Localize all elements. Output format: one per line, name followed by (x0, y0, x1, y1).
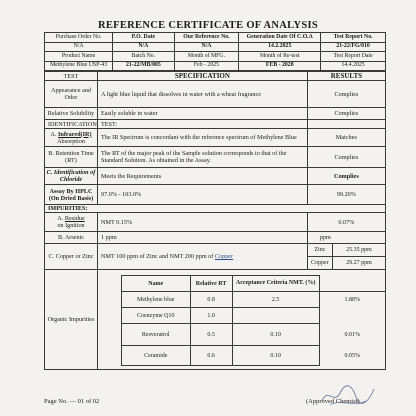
column-header-row (45, 72, 386, 81)
zinc-label: Zinc (308, 244, 333, 257)
test-name: Organic Impurities (45, 270, 98, 370)
impurity-result (319, 308, 385, 324)
row-assay (45, 185, 386, 205)
page-number: Page No. — 01 of 02 (44, 398, 100, 405)
header-row-labels-1 (45, 33, 386, 43)
header-cell: N/A (113, 42, 174, 52)
spec-text: The RT of the major peak of the Sample solution corresponds to that of the Standard Solution. As obtained in the Assay. (98, 147, 308, 168)
spec-text: 97.0% - 103.0% (98, 185, 308, 205)
test-name: B. Arsenic (45, 232, 98, 244)
header-cell: N/A (45, 42, 113, 52)
header-cell: 21-22/MB/005 (113, 61, 174, 71)
header-row-values-1 (45, 42, 386, 52)
result-value: Complies (307, 108, 385, 120)
header-cell: 21-22/FG/010 (321, 42, 386, 52)
spec-text: NMT 0.15% (98, 213, 308, 232)
col-results: RESULTS (307, 72, 385, 81)
impurity-col-name: Name (122, 276, 191, 292)
approved-chemist: (Approved Chemist) (306, 398, 360, 405)
header-cell: Month of MFG. (174, 52, 239, 62)
header-cell: Batch No. (113, 52, 174, 62)
spec-text: 1 ppm (98, 232, 308, 244)
header-cell: Generation Date Of C.O.A (239, 33, 321, 43)
zinc-row (308, 244, 385, 257)
spec-text-main: NMT 100 ppm of Zinc and NMT 200 ppm of (101, 253, 214, 260)
header-cell: Test Report Date (321, 52, 386, 62)
row-ir (45, 129, 386, 147)
test-name (45, 213, 98, 232)
col-spec: SPECIFICATION (98, 72, 308, 81)
result-value: Complies (307, 147, 385, 168)
test-name: B. Retention Time (RT) (45, 147, 98, 168)
row-retention-time (45, 147, 386, 168)
header-cell: FEB - 2028 (239, 61, 321, 71)
test-subtitle: on Ignition (57, 222, 85, 229)
impurity-rrt: 0.6 (190, 346, 232, 366)
test-subtitle: Absorption (57, 137, 85, 145)
header-cell: N/A (174, 42, 239, 52)
impurity-name: Methylene blue (122, 292, 191, 308)
section-label: IMPURITIES: (45, 205, 386, 213)
result-value: ppm (307, 232, 385, 244)
impurity-result: 1.88% (344, 296, 361, 303)
row-residue (45, 213, 386, 232)
impurity-acceptance (232, 308, 319, 324)
row-solubility (45, 108, 386, 120)
impurity-col-acceptance: Acceptance Criteria NMT. (%) (232, 276, 319, 292)
spec-text: The IR Spectrum is concordant with the reference spectrum of Methylene Blue (98, 129, 308, 147)
header-cell: P.O. Date (113, 33, 174, 43)
test-title: Residue (64, 215, 85, 222)
header-row-values-2 (45, 61, 386, 71)
results-table (44, 71, 386, 370)
header-cell: Feb - 2025 (174, 61, 239, 71)
test-name: C. Identification of Chloride (45, 168, 98, 185)
row-chloride (45, 168, 386, 185)
header-row-labels-2 (45, 52, 386, 62)
result-value: 99.20% (307, 185, 385, 205)
header-cell: Product Name (45, 52, 113, 62)
row-organic-impurities (45, 270, 386, 370)
impurity-table (121, 275, 385, 366)
header-cell: Our Reference No. (174, 33, 239, 43)
test-prefix: A. (57, 215, 64, 222)
spec-text-copper: Copper (214, 253, 234, 260)
result-value: Matches (307, 129, 385, 147)
result-value: Complies (307, 81, 385, 108)
impurity-col-rrt: Relative RT (190, 276, 232, 292)
copper-zinc-results (307, 244, 385, 270)
col-test: TEST (45, 72, 98, 81)
test-name: Assay By HPLC (On Dried Basis) (45, 185, 98, 205)
empty-cell (307, 120, 385, 129)
copper-zinc-subtable (308, 244, 385, 269)
impurity-row (122, 308, 386, 324)
impurity-name: Resveratrol (122, 324, 191, 346)
impurity-row (122, 324, 386, 346)
row-impurities (45, 205, 386, 213)
document-title: REFERENCE CERTIFICATE OF ANALYSIS (97, 20, 319, 31)
row-copper-zinc (45, 244, 386, 270)
copper-value: 29.27 ppm (332, 257, 385, 270)
impurity-name: Ceramide (122, 346, 191, 366)
test-name: Relative Solubility (45, 108, 98, 120)
section-test-word: TEST: (98, 120, 308, 129)
impurity-result: 0.05% (344, 352, 361, 359)
spec-text: Easily soluble in water (98, 108, 308, 120)
row-arsenic (45, 232, 386, 244)
row-identification (45, 120, 386, 129)
impurity-col-result (319, 276, 385, 292)
result-value: 0.07% (307, 213, 385, 232)
impurity-rrt: 0.5 (190, 324, 232, 346)
header-cell: 14.4.2025 (321, 61, 386, 71)
copper-row (308, 257, 385, 270)
impurity-acceptance: 2.5 (232, 292, 319, 308)
spec-text: A light blue liquid that dissolves in water with a wheat fragrance (98, 81, 308, 108)
header-cell: Month of Re-test (239, 52, 321, 62)
impurity-result: 0.01% (344, 331, 361, 338)
copper-label: Copper (308, 257, 333, 270)
header-cell: Purchase Order No. (45, 33, 113, 43)
test-name: Appearance and Odor (45, 81, 98, 108)
test-prefix: A. (50, 130, 57, 138)
row-appearance (45, 81, 386, 108)
header-cell: Methylene Blue USP-43 (45, 61, 113, 71)
test-title: Infrared(IR) (57, 130, 92, 138)
test-name (45, 129, 98, 147)
test-name: C. Copper or Zinc (45, 244, 98, 270)
result-value: Complies (307, 168, 385, 185)
impurity-rrt: 0.8 (190, 292, 232, 308)
impurity-row (122, 346, 386, 366)
impurity-acceptance: 0.10 (232, 346, 319, 366)
zinc-value: 25.35 ppm (332, 244, 385, 257)
impurity-row (122, 292, 386, 308)
impurity-header-row (122, 276, 386, 292)
section-label: IDENTIFICATION (45, 120, 98, 129)
impurity-rrt: 1.0 (190, 308, 232, 324)
header-cell: Test Report No. (321, 33, 386, 43)
impurity-acceptance: 0.10 (232, 324, 319, 346)
header-cell: 14.2.2025 (239, 42, 321, 52)
organic-impurities-cell (98, 270, 386, 370)
header-table (44, 32, 386, 71)
spec-text: Meets the Requirements (98, 168, 308, 185)
impurity-name: Coenzyme Q10 (122, 308, 191, 324)
spec-text (98, 244, 308, 270)
